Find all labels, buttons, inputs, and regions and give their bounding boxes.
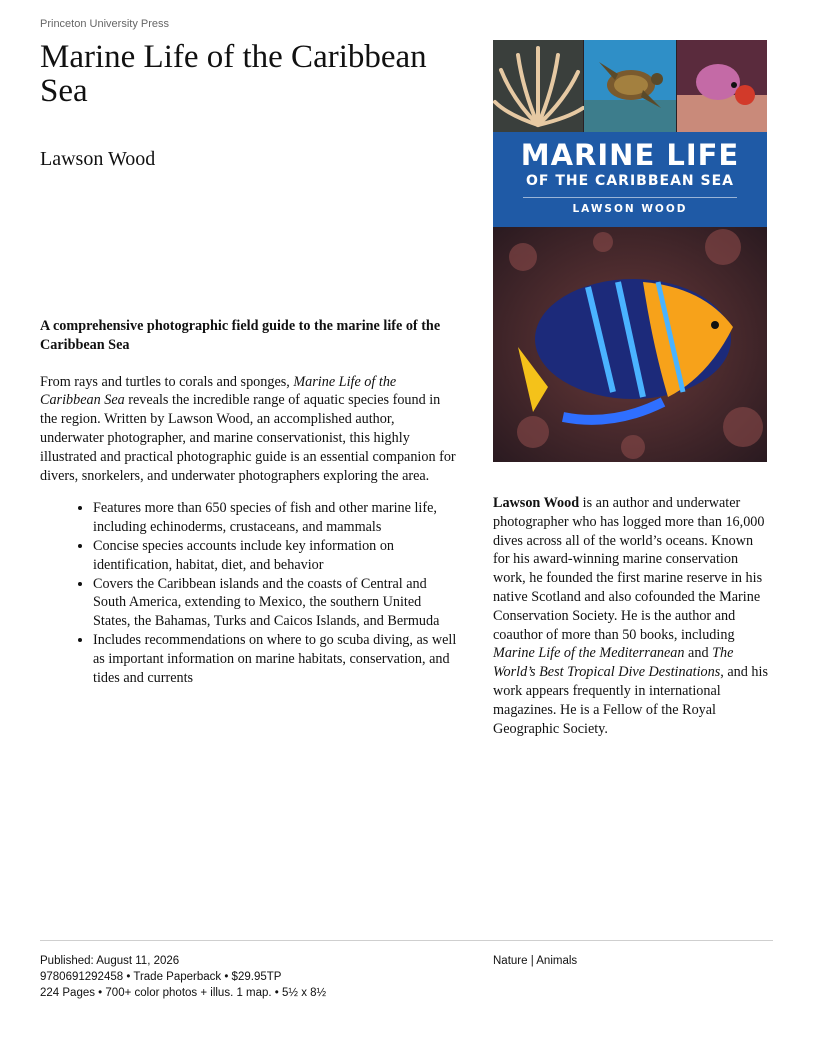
feature-item: • Covers the Caribbean islands and the coasts of Central and South America, extending to Mexico, the southern United States, the Bahamas, Turks and Caicos Islands, and Bermuda	[93, 575, 460, 631]
cover-top-photos	[493, 40, 767, 132]
book-title: Marine Life of the Caribbean Sea	[40, 39, 427, 109]
footer-divider	[40, 940, 773, 941]
description-text-1: From rays and turtles to corals and sponges,	[40, 373, 294, 390]
cover-divider	[523, 197, 737, 198]
description-title-italic: Marine Life of the Caribbean Sea	[40, 373, 397, 409]
page-count-specs: 224 Pages • 700+ color photos + illus. 1 map. • 5½ x 8½	[40, 987, 327, 999]
cover-title-main: MARINE LIFE	[520, 138, 740, 172]
bio-text-1: is an author and underwater photographer who has logged more than 16,000 dives across all of the world’s oceans. Known for his award-winning marine conservation work, he founded the first marine reserve in his native Scotland and also cofounded the Marine Conservation Society. He is the author and coauthor of more than 50 books, including	[493, 495, 765, 643]
description-column	[40, 317, 460, 687]
bio-author-name: Lawson Wood	[493, 495, 580, 511]
feature-item: • Features more than 650 species of fish and other marine life, including echinoderms, crustaceans, and mammals	[93, 499, 460, 537]
bio-book-title-1: Marine Life of the Mediterranean	[493, 645, 685, 662]
cover-author: LAWSON WOOD	[572, 203, 688, 215]
description-text-2: reveals the incredible range of aquatic species found in the region. Written by Lawson Wood, an accomplished author, underwater photographer, and marine conservationist, this highly illustrated and practical photographic guide is an essential companion for divers, snorkelers, and underwater photographers exploring the area.	[40, 392, 456, 484]
publisher-name: Princeton University Press	[40, 18, 169, 30]
isbn-format-price: 9780691292458 • Trade Paperback • $29.95TP	[40, 971, 282, 983]
publication-details	[40, 953, 326, 1001]
publication-date: Published: August 11, 2026	[40, 955, 180, 967]
feature-item: • Concise species accounts include key information on identification, habitat, diet, and behavior	[93, 537, 460, 575]
cover-title-sub: OF THE CARIBBEAN SEA	[526, 173, 734, 189]
book-author: Lawson Wood	[40, 148, 156, 170]
subject-categories: Nature | Animals	[493, 955, 578, 967]
description	[40, 373, 460, 486]
bio-book-title-2: The World’s Best Tropical Dive Destinations	[493, 645, 734, 681]
author-bio	[493, 494, 769, 738]
feature-item: • Includes recommendations on where to go scuba diving, as well as important information on marine habitats, conservation, and tides and currents	[93, 631, 460, 687]
bio-text-2: and	[684, 645, 713, 662]
bio-text-3: , and his work appears frequently in international magazines. He is a Fellow of the Royal Geographic Society.	[493, 664, 768, 737]
feature-list	[40, 499, 460, 687]
cover-title-band	[493, 132, 767, 227]
book-cover	[493, 40, 767, 462]
tagline: A comprehensive photographic field guide to the marine life of the Caribbean Sea	[40, 318, 441, 353]
angelfish-photo	[493, 227, 767, 462]
